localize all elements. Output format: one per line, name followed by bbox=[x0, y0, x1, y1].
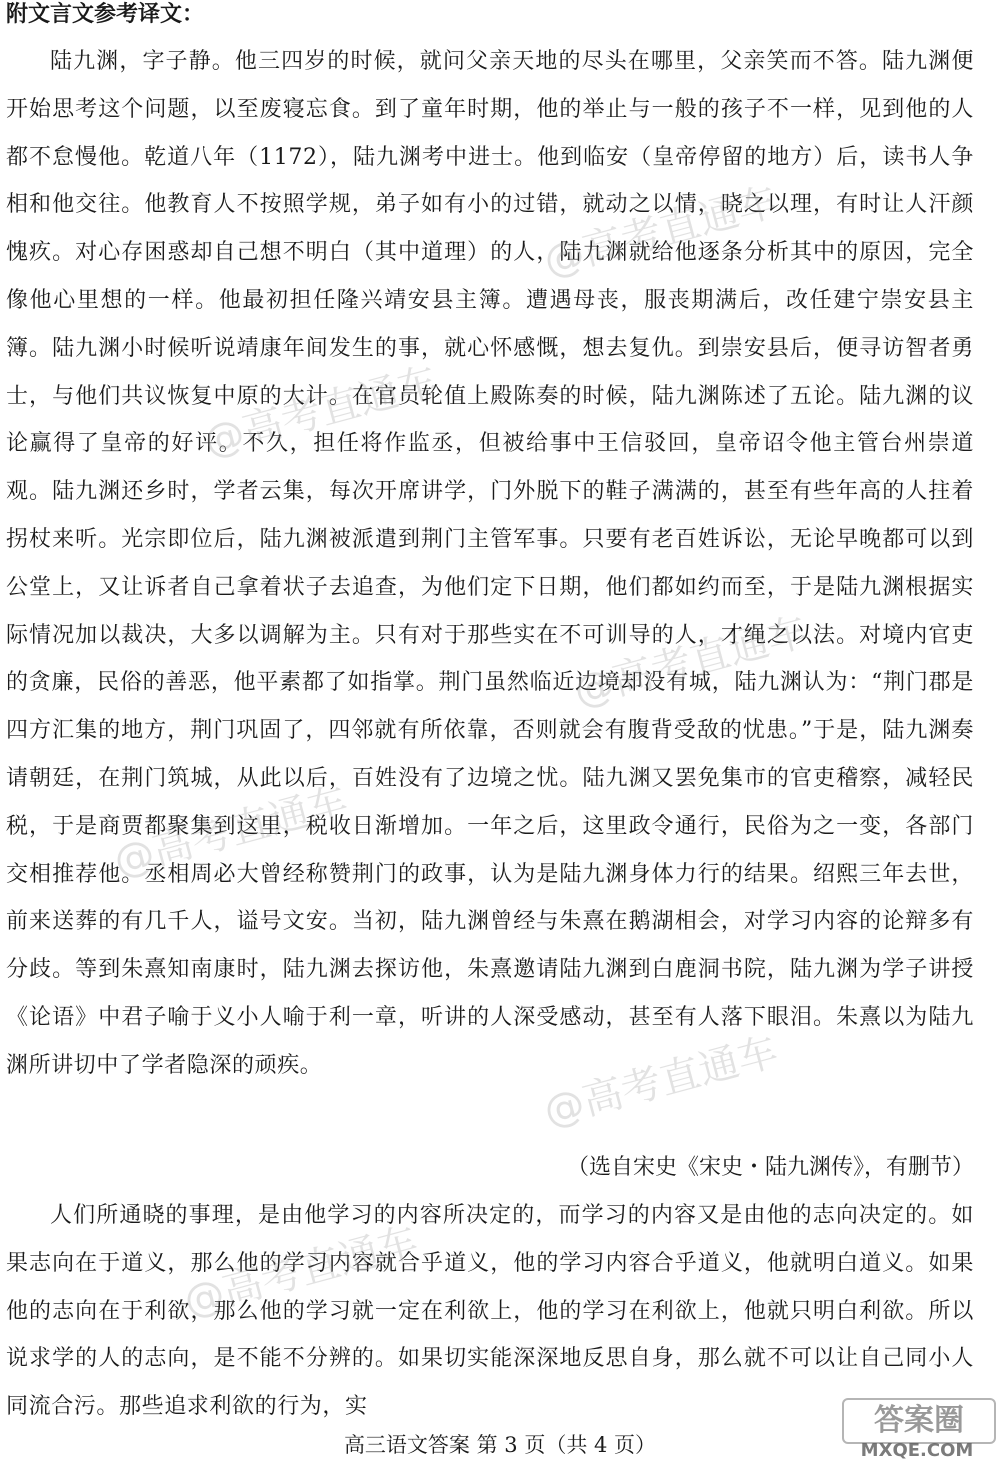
logo-url: MXQE.COM bbox=[860, 1440, 974, 1461]
source-citation: （选自宋史《宋史・陆九渊传》，有删节） bbox=[566, 1155, 974, 1180]
logo-mark: 答案圈 bbox=[842, 1398, 996, 1444]
watermark: @高考直通车 bbox=[569, 608, 813, 716]
translation-paragraph-1: 陆九渊，字子静。他三四岁的时候，就问父亲天地的尽头在哪里，父亲笑而不答。陆九渊便开始思考这个问题，以至废寝忘食。到了童年时期，他的举止与一般的孩子不一样，见到他的人都不怠慢他。乾道八年（1172），陆九渊考中进士。他到临安（皇帝停留的地方）后，读书人争相和他交往。他教育人不按照学规，弟子如有小的过错，就动之以情，晓之以理，有时让人汗颜愧疚。对心存困惑却自己想不明白（其中道理）的人，陆九渊就给他逐条分析其中的原因，完全像他心里想的一样。他最初担任隆兴靖安县主簿。遭遇母丧，服丧期满后，改任建宁崇安县主簿。陆九渊小时候听说靖康年间发生的事，就心怀感慨，想去复仇。到崇安县后，便寻访智者勇士，与他们共议恢复中原的大计。在官员轮值上殿陈奏的时候，陆九渊陈述了五论。陆九渊的议论赢得了皇帝的好评。不久，担任将作监丞，但被给事中王信驳回，皇帝诏令他主管台州崇道观。陆九渊还乡时，学者云集，每次开席讲学，门外脱下的鞋子满满的，甚至有些年高的人拄着拐杖来听。光宗即位后，陆九渊被派遣到荆门主管军事。只要有老百姓诉讼，无论早晚都可以到公堂上，又让诉者自己拿着状子去追查，为他们定下日期，他们都如约而至，于是陆九渊根据实际情况加以裁决，大多以调解为主。只有对于那些实在不可训导的人，才绳之以法。对境内官吏的贪廉，民俗的善恶，他平素都了如指掌。荆门虽然临近边境却没有城，陆九渊认为：“荆门郡是四方汇集的地方，荆门巩固了，四邻就有所依靠，否则就会有腹背受敌的忧患。”于是，陆九渊奏请朝廷，在荆门筑城，从此以后，百姓没有了边境之忧。陆九渊又罢免集市的官吏稽察，减轻民税，于是商贾都聚集到这里，税收日渐增加。一年之后，这里政令通行，民俗为之一变，各部门交相推荐他。丞相周必大曾经称赞荆门的政事，认为是陆九渊身体力行的结果。绍熙三年去世，前来送葬的有几千人，谥号文安。当初，陆九渊曾经与朱熹在鹅湖相会，对学习内容的论辩多有分歧。等到朱熹知南康时，陆九渊去探访他，朱熹邀请陆九渊到白鹿洞书院，陆九渊为学子讲授《论语》中君子喻于义小人喻于利一章，听讲的人深受感动，甚至有人落下眼泪。朱熹以为陆九渊所讲切中了学者隐深的顽疾。 bbox=[6, 49, 974, 1078]
watermark: @高考直通车 bbox=[199, 358, 443, 466]
translation-paragraph-2: 人们所通晓的事理，是由他学习的内容所决定的，而学习的内容又是由他的志向决定的。如果志向在于道义，那么他的学习内容就合乎道义，他的学习内容合乎道义，他就明白道义。如果他的志向在于利欲，那么他的学习就一定在利欲上，他的学习在利欲上，他就只明白利欲。所以说求学的人的志向，是不能不分辨的。如果切实能深深地反思自身，那么就不可以让自己同小人同流合污。那些追求利欲的行为，实 bbox=[6, 1203, 974, 1420]
watermark: @高考直通车 bbox=[109, 778, 353, 886]
section-heading: 附文言文参考译文： bbox=[6, 2, 205, 27]
site-logo bbox=[842, 1398, 992, 1461]
page-footer: 高三语文答案 第 3 页（共 4 页） bbox=[343, 1433, 657, 1457]
watermark: @高考直通车 bbox=[539, 178, 783, 286]
watermark: @高考直通车 bbox=[539, 1028, 783, 1136]
watermark: @高考直通车 bbox=[179, 1218, 423, 1326]
